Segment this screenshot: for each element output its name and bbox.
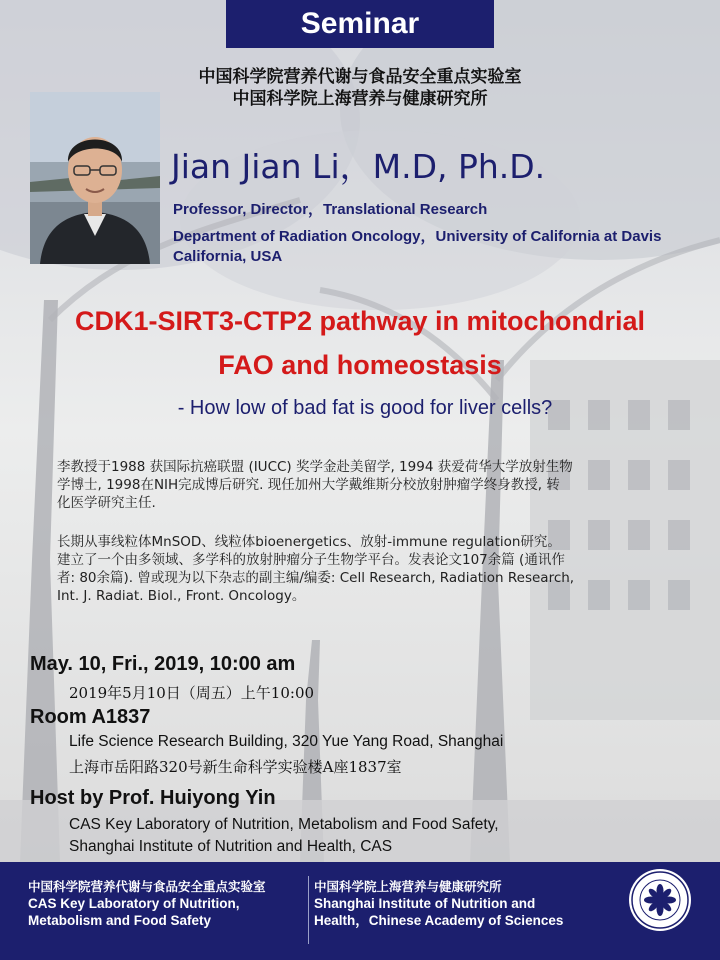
seminar-label: Seminar [226, 0, 494, 48]
talk-title-line-1: CDK1-SIRT3-CTP2 pathway in mitochondrial [74, 306, 646, 336]
organizer-line-2: 中国科学院上海营养与健康研究所 [232, 89, 488, 109]
speaker-location: California, USA [173, 248, 283, 265]
speaker-title: Professor, Director，Translational Research [173, 201, 488, 218]
footer-bar [0, 862, 720, 960]
cas-emblem-icon [627, 867, 693, 933]
footer-divider [308, 876, 309, 944]
host-org-line-2: Shanghai Institute of Nutrition and Health, CAS [69, 838, 393, 855]
footer-left [28, 878, 266, 929]
footer-right [314, 878, 563, 929]
event-host: Host by Prof. Huiyong Yin [30, 787, 276, 809]
bio-line: 学博士, 1998在NIH完成博后研究. 现任加州大学戴维斯分校放射肿瘤学终身教授, 转 [57, 477, 560, 493]
bio-paragraph-2 [57, 533, 667, 605]
footer-right-line: 中国科学院上海营养与健康研究所 [314, 879, 502, 894]
bio-line: 李教授于1988 获国际抗癌联盟 (IUCC) 奖学金赴美留学, 1994 获爱荷华大学放射生物 [57, 459, 573, 475]
host-org-line-1: CAS Key Laboratory of Nutrition, Metabolism and Food Safety, [69, 816, 499, 833]
bio-line: 者: 80余篇). 曾或现为以下杂志的副主编/编委: Cell Research, Radiation Research, [57, 570, 575, 586]
organizer-line-1: 中国科学院营养代谢与食品安全重点实验室 [198, 67, 522, 87]
event-room: Room A1837 [30, 706, 151, 728]
speaker-photo [30, 92, 160, 264]
speaker-department: Department of Radiation Oncology，University of California at Davis [173, 228, 662, 245]
talk-title-line-2: FAO and homeostasis [218, 350, 502, 380]
footer-left-line: Metabolism and Food Safety [28, 913, 212, 928]
bio-line: 化医学研究主任. [57, 495, 156, 511]
event-address: Life Science Research Building, 320 Yue Yang Road, Shanghai [69, 733, 504, 750]
footer-right-line: Health，Chinese Academy of Sciences [314, 913, 564, 928]
bio-paragraph-1 [57, 458, 667, 512]
event-date-chinese: 2019年5月10日（周五）上午10:00 [69, 684, 315, 702]
bio-line: Int. J. Radiat. Biol., Front. Oncology。 [57, 588, 306, 604]
talk-subtitle: - How low of bad fat is good for liver cells? [177, 397, 553, 419]
bio-line: 建立了一个由多领域、多学科的放射肿瘤分子生物学平台。发表论文107余篇 (通讯作 [57, 552, 565, 568]
footer-left-line: 中国科学院营养代谢与食品安全重点实验室 [28, 879, 266, 894]
footer-left-line: CAS Key Laboratory of Nutrition, [28, 896, 240, 911]
event-date: May. 10, Fri., 2019, 10:00 am [30, 653, 296, 675]
event-address-chinese: 上海市岳阳路320号新生命科学实验楼A座1837室 [69, 758, 402, 776]
bio-line: 长期从事线粒体MnSOD、线粒体bioenergetics、放射-immune regulation研究。 [57, 534, 561, 550]
footer-right-line: Shanghai Institute of Nutrition and [314, 896, 536, 911]
speaker-name: Jian Jian Li，M.D, Ph.D. [171, 147, 546, 186]
